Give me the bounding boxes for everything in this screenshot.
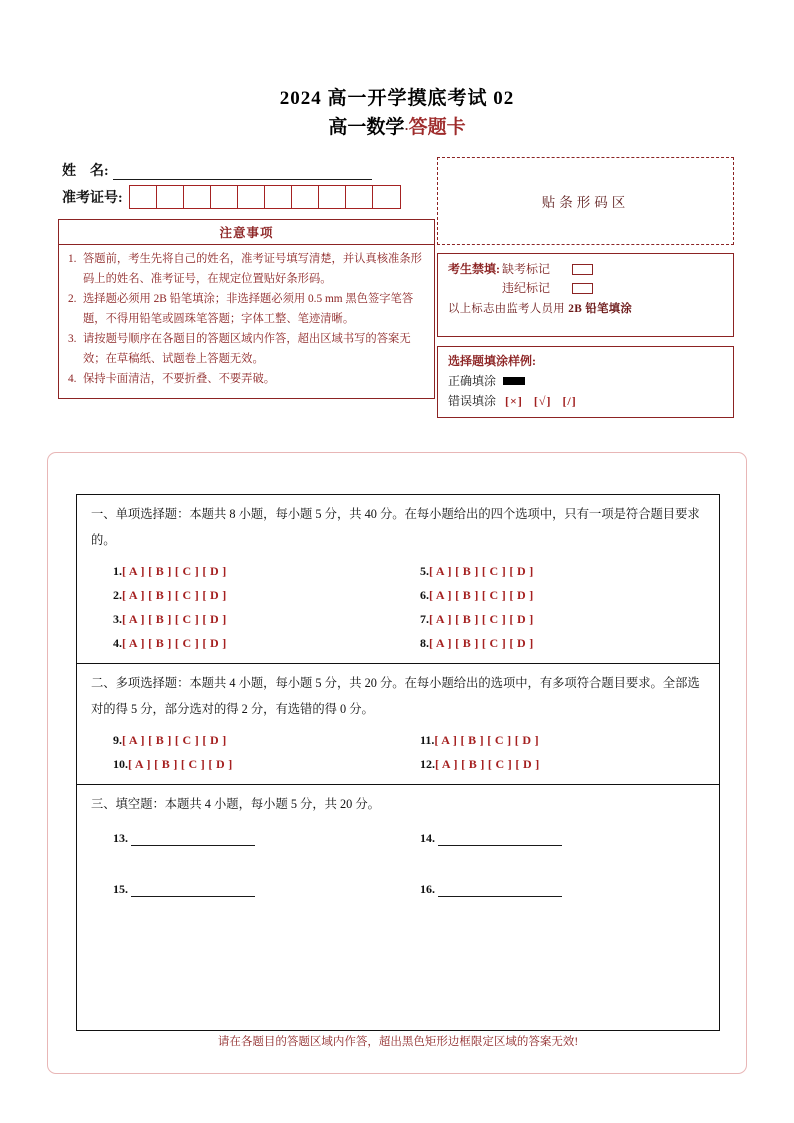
admission-digit-cell[interactable] xyxy=(319,186,346,208)
absent-mark-label: 缺考标记 xyxy=(502,262,551,276)
question-number: 7. xyxy=(420,612,429,626)
question-options[interactable]: [ A ] [ B ] [ C ] [ D ] xyxy=(435,757,540,771)
name-label: 姓 名: xyxy=(62,164,109,179)
filling-example-title: 选择题填涂样例: xyxy=(448,354,536,368)
notice-item xyxy=(68,290,425,329)
notice-body xyxy=(59,245,434,398)
notice-box xyxy=(58,219,435,399)
sheet-footer-note: 请在各题目的答题区域内作答，超出黑色矩形边框限定区域的答案无效! xyxy=(217,1036,579,1048)
blank-input-line[interactable] xyxy=(131,883,255,897)
notice-item xyxy=(68,370,425,390)
question-options[interactable]: [ A ] [ B ] [ C ] [ D ] xyxy=(122,636,227,650)
question-options[interactable]: [ A ] [ B ] [ C ] [ D ] xyxy=(122,564,227,578)
barcode-sticker-area xyxy=(437,157,734,245)
blank-number: 13. xyxy=(113,831,128,845)
multi-choice-answer-grid xyxy=(91,722,705,784)
question-number: 8. xyxy=(420,636,429,650)
question-options[interactable]: [ A ] [ B ] [ C ] [ D ] xyxy=(122,733,227,747)
notice-item xyxy=(68,250,425,289)
question-options[interactable]: [ A ] [ B ] [ C ] [ D ] xyxy=(122,612,227,626)
notice-item-number: 2. xyxy=(68,293,77,305)
notice-item-text: 答题前，考生先将自己的姓名，准考证号填写清楚，并认真核准条形码上的姓名、准考证号，在规定位置贴好条形码。 xyxy=(83,253,422,285)
blank-number: 14. xyxy=(420,831,435,845)
question-number: 5. xyxy=(420,564,429,578)
single-choice-answer-grid xyxy=(91,553,705,663)
question-options[interactable]: [ A ] [ B ] [ C ] [ D ] xyxy=(434,733,539,747)
answer-row[interactable] xyxy=(91,607,398,631)
question-number: 6. xyxy=(420,588,429,602)
answer-row[interactable] xyxy=(398,728,705,752)
answer-row[interactable] xyxy=(91,631,398,655)
blank-number: 15. xyxy=(113,882,128,896)
fill-blank-grid xyxy=(91,817,705,933)
question-options[interactable]: [ A ] [ B ] [ C ] [ D ] xyxy=(429,612,534,626)
blank-row[interactable] xyxy=(91,882,398,897)
exam-subtitle xyxy=(0,114,794,142)
wrong-fill-marks xyxy=(505,391,584,411)
proctor-note-emphasis: 2B 铅笔填涂 xyxy=(568,303,633,315)
admission-digit-cell[interactable] xyxy=(157,186,184,208)
violation-mark-checkbox[interactable] xyxy=(572,283,593,294)
notice-item-text: 选择题必须用 2B 铅笔填涂；非选择题必须用 0.5 mm 黑色签字笔答题，不得用铅笔或圆珠笔答题；字体工整、笔迹清晰。 xyxy=(83,293,414,325)
absent-mark-checkbox[interactable] xyxy=(572,264,593,275)
answer-row[interactable] xyxy=(398,583,705,607)
admission-number-boxes[interactable] xyxy=(129,185,401,209)
question-options[interactable]: [ A ] [ B ] [ C ] [ D ] xyxy=(429,564,534,578)
section-fill-blank xyxy=(77,785,719,933)
question-number: 2. xyxy=(113,588,122,602)
proctor-marks-box xyxy=(437,253,734,337)
correct-fill-bar-icon xyxy=(503,377,525,385)
question-number: 10. xyxy=(113,757,128,771)
wrong-fill-label: 错误填涂 xyxy=(448,394,497,408)
section-single-choice-heading: 一、单项选择题：本题共 8 小题，每小题 5 分，共 40 分。在每小题给出的四个选项中，只有一项是符合题目要求的。 xyxy=(91,507,700,547)
answer-row[interactable] xyxy=(91,583,398,607)
section-multi-choice-heading: 二、多项选择题：本题共 4 小题，每小题 5 分，共 20 分。在每小题给出的选项中，有多项符合题目要求。全部选对的得 5 分，部分选对的得 2 分，有选错的得 0 分。 xyxy=(91,676,700,716)
barcode-area-label: 贴条形码区 xyxy=(541,195,630,210)
correct-fill-label: 正确填涂 xyxy=(448,374,497,388)
notice-item xyxy=(68,330,425,369)
name-input-line[interactable] xyxy=(113,164,372,180)
wrong-mark-check-icon: [√] xyxy=(533,394,552,408)
question-number: 4. xyxy=(113,636,122,650)
question-number: 3. xyxy=(113,612,122,626)
exam-title: 2024 高一开学摸底考试 02 xyxy=(279,88,515,109)
blank-input-line[interactable] xyxy=(438,883,562,897)
section-multi-choice xyxy=(77,664,719,784)
admission-digit-cell[interactable] xyxy=(373,186,400,208)
notice-item-number: 4. xyxy=(68,373,77,385)
blank-row[interactable] xyxy=(398,882,705,897)
blank-row[interactable] xyxy=(91,831,398,846)
correct-fill-row xyxy=(448,371,723,391)
answer-row[interactable] xyxy=(91,559,398,583)
page-title xyxy=(0,86,794,142)
wrong-mark-slash-icon: [/] xyxy=(562,394,577,408)
blank-input-line[interactable] xyxy=(438,832,562,846)
question-number: 9. xyxy=(113,733,122,747)
answer-card-label: 答题卡 xyxy=(408,117,466,138)
admission-digit-cell[interactable] xyxy=(238,186,265,208)
answer-row[interactable] xyxy=(398,631,705,655)
notice-item-text: 保持卡面清洁，不要折叠、不要弄破。 xyxy=(83,373,276,385)
section-single-choice xyxy=(77,495,719,663)
answer-row[interactable] xyxy=(398,559,705,583)
question-number: 12. xyxy=(420,757,435,771)
admission-digit-cell[interactable] xyxy=(346,186,373,208)
notice-item-number: 1. xyxy=(68,253,77,265)
title-separator: · xyxy=(404,121,409,136)
wrong-mark-cross-icon: [×] xyxy=(505,394,523,408)
blank-input-line[interactable] xyxy=(131,832,255,846)
question-number: 11. xyxy=(420,733,435,747)
proctor-note xyxy=(448,300,723,318)
admission-number-label: 准考证号: xyxy=(62,191,123,206)
violation-mark-row xyxy=(448,279,723,298)
question-options[interactable]: [ A ] [ B ] [ C ] [ D ] xyxy=(429,636,534,650)
proctor-note-prefix: 以上标志由监考人员用 xyxy=(448,303,569,315)
admission-number-row xyxy=(62,185,401,209)
question-number: 1. xyxy=(113,564,122,578)
admission-digit-cell[interactable] xyxy=(292,186,319,208)
admission-digit-cell[interactable] xyxy=(211,186,238,208)
notice-item-number: 3. xyxy=(68,333,77,345)
answer-row[interactable] xyxy=(91,752,398,776)
question-options[interactable]: [ A ] [ B ] [ C ] [ D ] xyxy=(128,757,233,771)
filling-example-box xyxy=(437,346,734,418)
answer-row[interactable] xyxy=(91,728,398,752)
answer-row[interactable] xyxy=(398,607,705,631)
answer-sheet-inner-frame xyxy=(76,494,720,1031)
name-field-row xyxy=(62,160,372,180)
subject-label: 高一数学 xyxy=(328,117,405,138)
question-options[interactable]: [ A ] [ B ] [ C ] [ D ] xyxy=(429,588,534,602)
notice-item-text: 请按题号顺序在各题目的答题区域内作答，超出区域书写的答案无效；在草稿纸、试题卷上答题无效。 xyxy=(83,333,411,365)
admission-digit-cell[interactable] xyxy=(184,186,211,208)
admission-digit-cell[interactable] xyxy=(130,186,157,208)
absent-mark-row xyxy=(448,260,723,279)
admission-digit-cell[interactable] xyxy=(265,186,292,208)
blank-number: 16. xyxy=(420,882,435,896)
blank-row[interactable] xyxy=(398,831,705,846)
wrong-fill-row xyxy=(448,391,723,411)
question-options[interactable]: [ A ] [ B ] [ C ] [ D ] xyxy=(122,588,227,602)
notice-title: 注意事项 xyxy=(59,220,434,245)
answer-row[interactable] xyxy=(398,752,705,776)
answer-sheet-outer-frame xyxy=(47,452,747,1074)
violation-mark-label: 违纪标记 xyxy=(502,281,551,295)
section-fill-blank-heading: 三、填空题：本题共 4 小题，每小题 5 分，共 20 分。 xyxy=(91,797,380,811)
proctor-lead-label: 考生禁填: xyxy=(448,262,500,276)
